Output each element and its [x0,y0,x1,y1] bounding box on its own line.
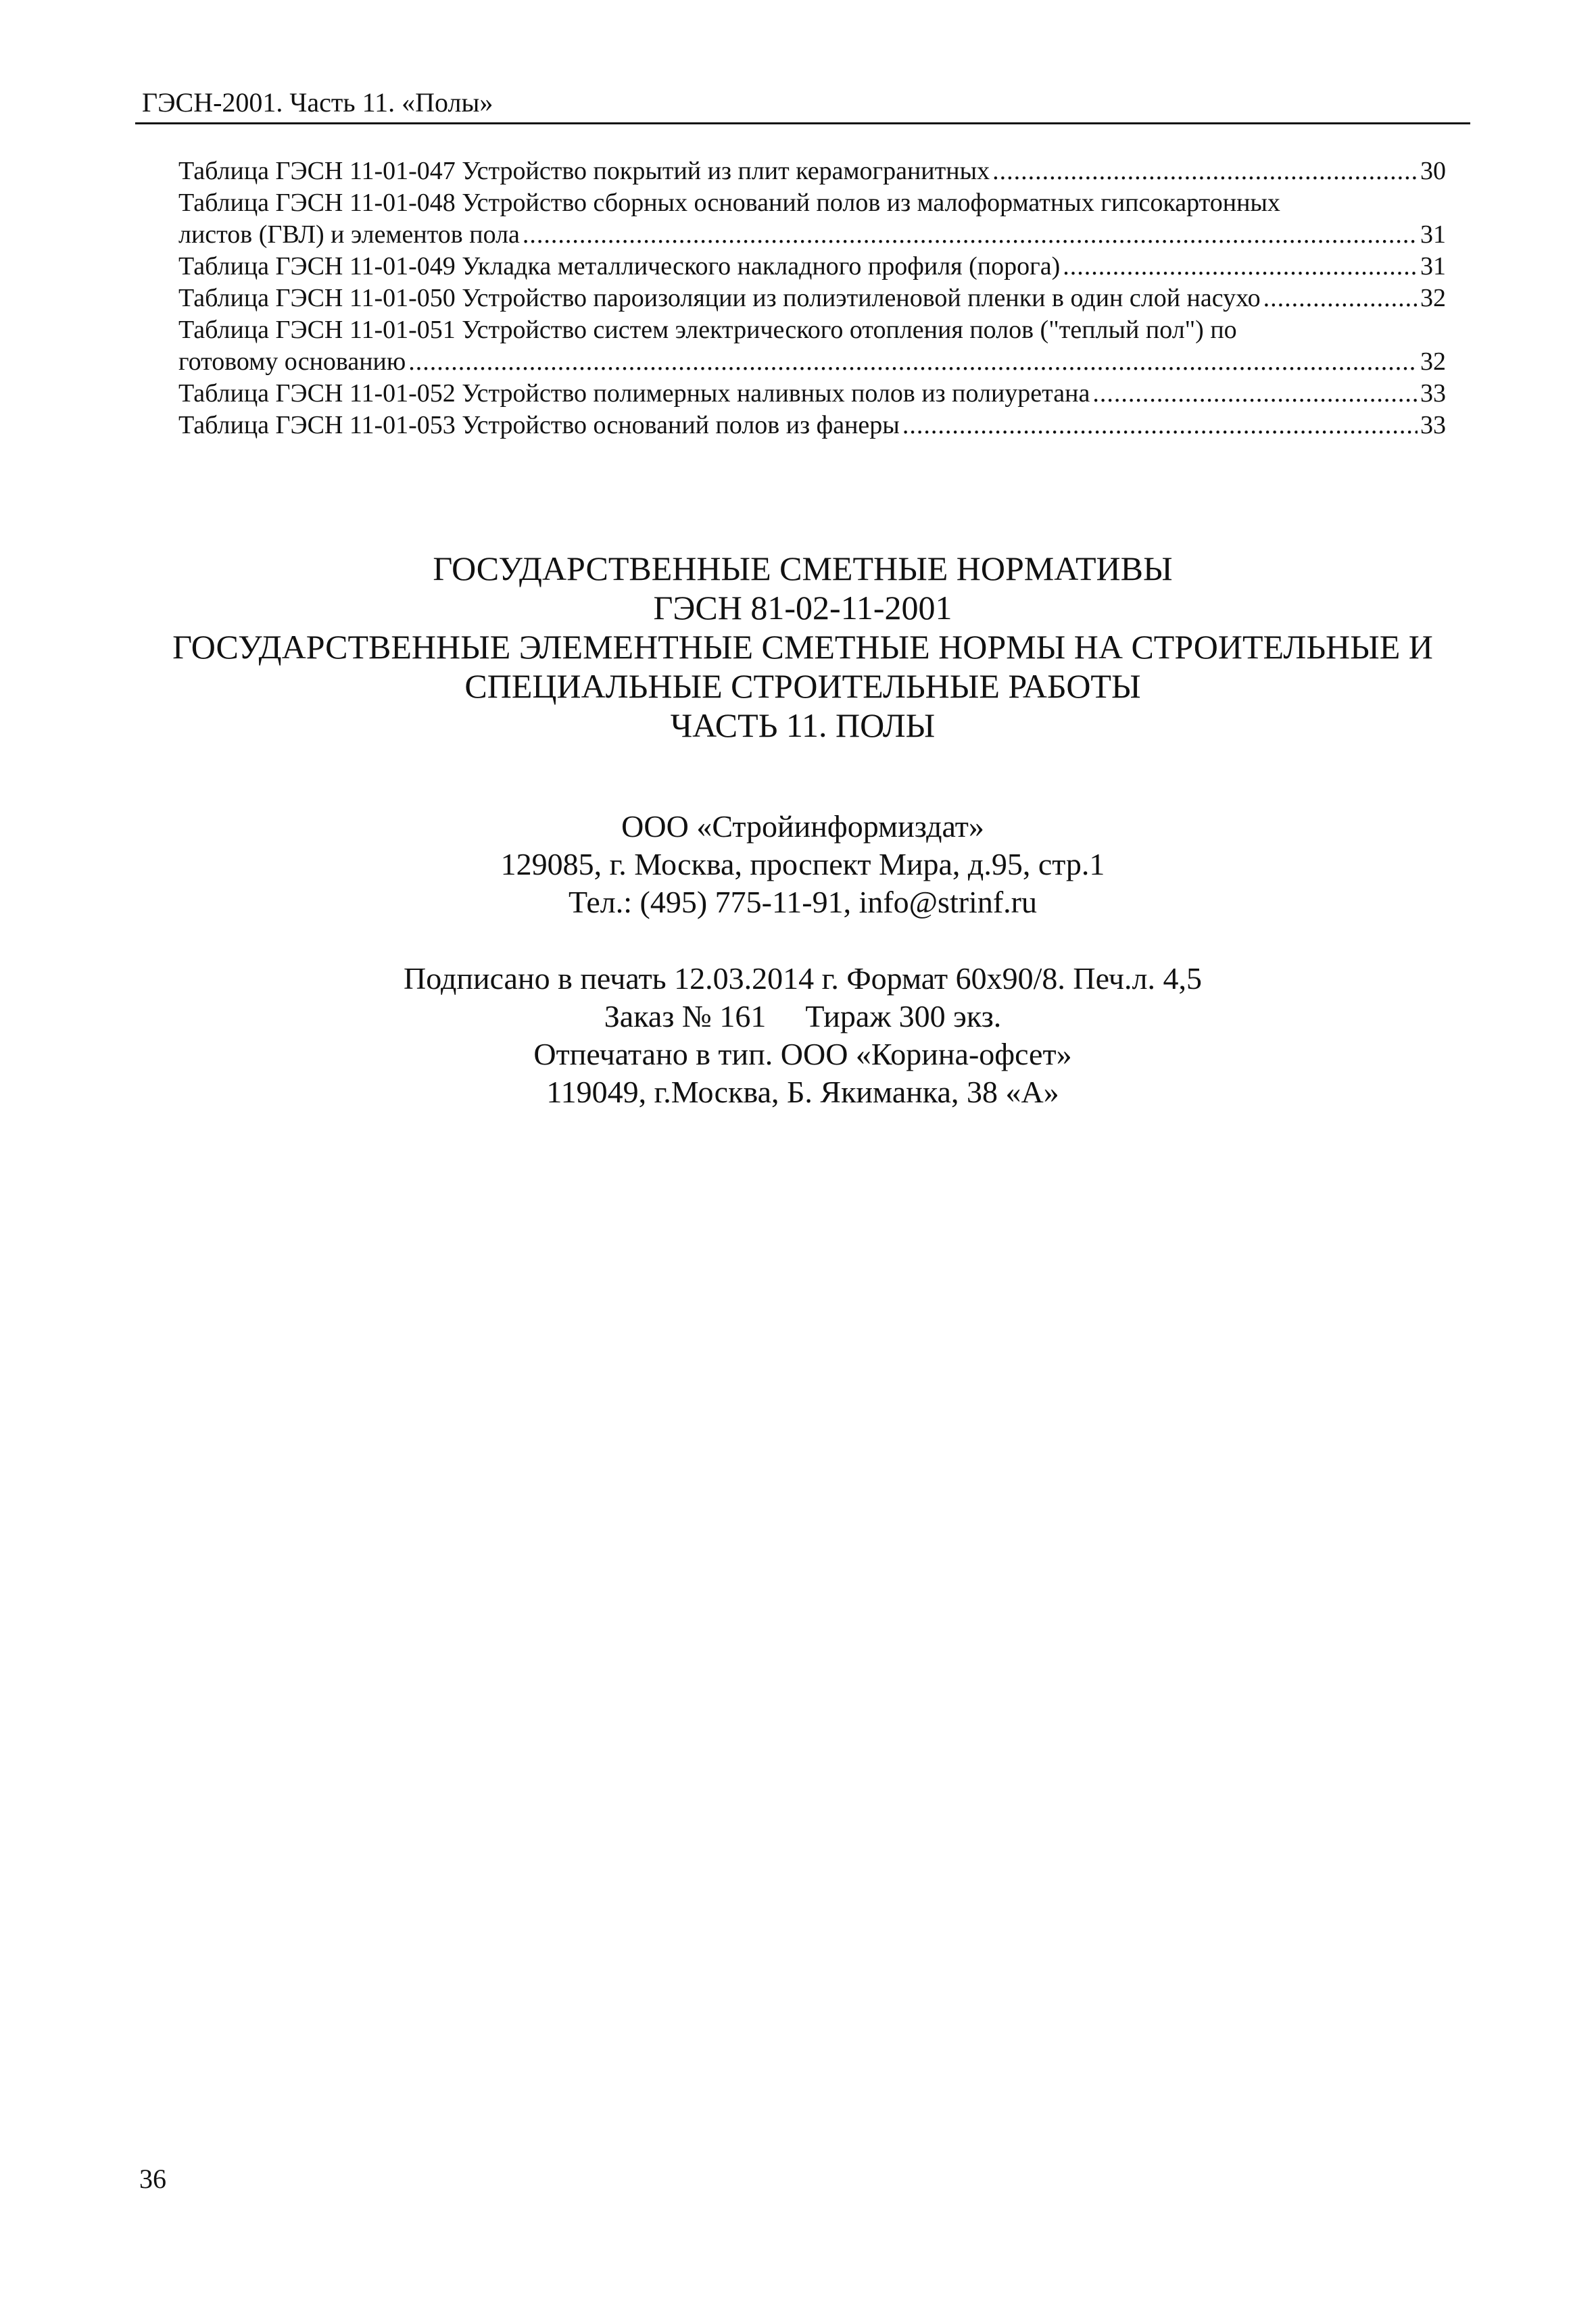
document-title-block [135,549,1470,745]
toc-entry [178,378,1446,410]
title-line: ГОСУДАРСТВЕННЫЕ ЭЛЕМЕНТНЫЕ СМЕТНЫЕ НОРМЫ НА СТРОИТЕЛЬНЫЕ И [172,628,1433,666]
print-run: Тираж 300 экз. [805,999,1002,1033]
toc-entry-text: Таблица ГЭСН 11-01-053 Устройство оснований полов из фанеры [178,411,900,439]
toc-entry-text: Таблица ГЭСН 11-01-052 Устройство полимерных наливных полов из полиуретана [178,379,1090,408]
toc-entry-page: 31 [1420,220,1446,249]
toc-entry [178,155,1446,187]
printed-by: Отпечатано в тип. ООО «Корина-офсет» [533,1037,1072,1071]
toc-entry-page: 32 [1420,284,1446,312]
order-run-line [135,998,1470,1035]
publisher-address: 129085, г. Москва, проспект Мира, д.95, стр.1 [500,847,1105,881]
table-of-contents [178,155,1446,441]
toc-entry [178,187,1446,251]
order-number: Заказ № 161 [604,999,767,1033]
toc-entry-page: 33 [1420,411,1446,439]
title-line: СПЕЦИАЛЬНЫЕ СТРОИТЕЛЬНЫЕ РАБОТЫ [464,667,1141,705]
toc-leader-dots [1092,378,1418,410]
publisher-name: ООО «Стройинформиздат» [621,809,984,844]
toc-leader-dots [992,155,1418,187]
toc-entry-text: Таблица ГЭСН 11-01-047 Устройство покрытий из плит керамогранитных [178,157,990,185]
running-header: ГЭСН-2001. Часть 11. «Полы» [142,87,493,118]
toc-entry-page: 33 [1420,379,1446,408]
toc-entry-text-line1: Таблица ГЭСН 11-01-051 Устройство систем электрического отопления полов ("теплый пол") по [178,316,1237,344]
toc-entry-text: Таблица ГЭСН 11-01-049 Укладка металлического накладного профиля (порога) [178,252,1061,281]
printer-address: 119049, г.Москва, Б. Якиманка, 38 «А» [546,1075,1059,1109]
header-rule [135,122,1470,124]
toc-entry-page: 30 [1420,157,1446,185]
toc-entry-text-line1: Таблица ГЭСН 11-01-048 Устройство сборных оснований полов из малоформатных гипсокартонных [178,189,1280,217]
publisher-contacts: Тел.: (495) 775-11-91, info@strinf.ru [569,885,1037,919]
title-line: ГЭСН 81-02-11-2001 [653,589,952,627]
title-line: ГОСУДАРСТВЕННЫЕ СМЕТНЫЕ НОРМАТИВЫ [433,550,1173,587]
signed-for-print: Подписано в печать 12.03.2014 г. Формат 60x90/8. Печ.л. 4,5 [404,961,1202,996]
toc-leader-dots [1063,251,1418,283]
toc-entry-page: 31 [1420,252,1446,281]
page-number: 36 [139,2164,166,2194]
toc-entry [178,251,1446,283]
title-line: ЧАСТЬ 11. ПОЛЫ [670,706,936,744]
publisher-info [135,808,1470,921]
toc-leader-dots [523,219,1418,251]
toc-leader-dots [408,346,1418,378]
toc-entry-text: готовому основанию [178,347,406,376]
toc-entry [178,410,1446,441]
toc-entry-text: листов (ГВЛ) и элементов пола [178,220,520,249]
imprint-info [135,960,1470,1111]
toc-entry [178,314,1446,378]
toc-entry [178,283,1446,314]
toc-entry-page: 32 [1420,347,1446,376]
toc-leader-dots [1263,283,1418,314]
toc-leader-dots [902,410,1418,441]
toc-entry-text: Таблица ГЭСН 11-01-050 Устройство пароизоляции из полиэтиленовой пленки в один слой насухо [178,284,1261,312]
